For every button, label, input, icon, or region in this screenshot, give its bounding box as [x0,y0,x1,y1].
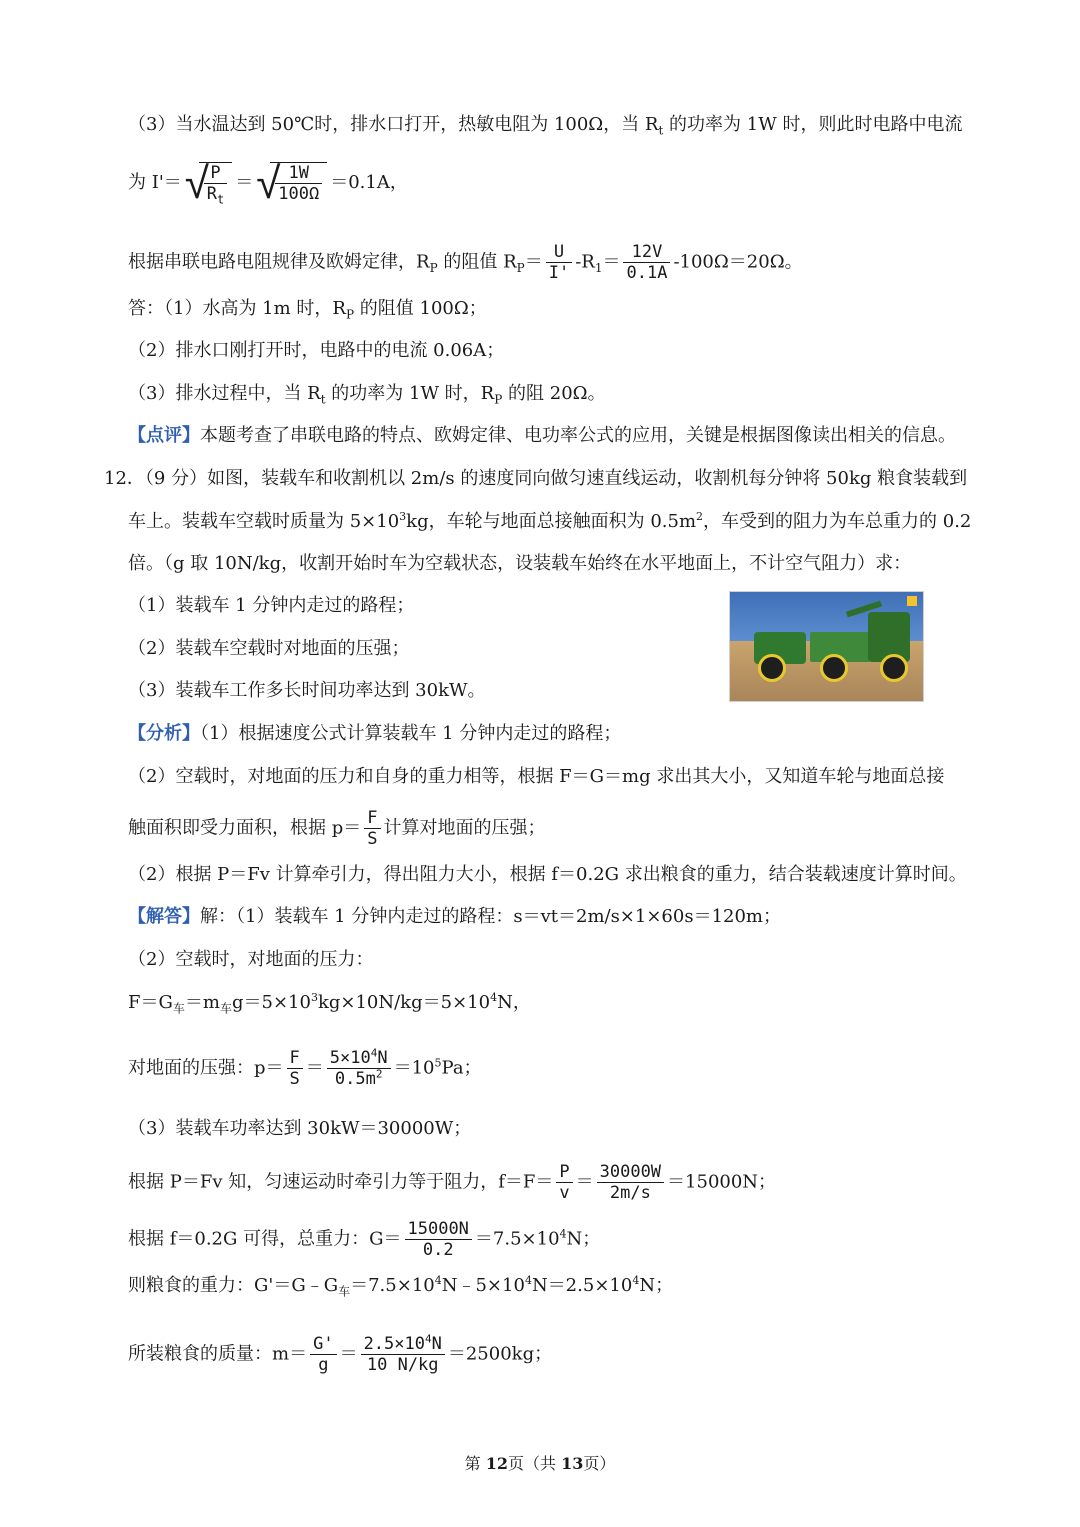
superscript: 5 [434,1056,442,1070]
text: ，车受到的阻力为车总重力的 0.2 [703,511,972,532]
text: Pa； [441,1057,482,1079]
text: N﹣5×10 [441,1275,525,1296]
question-12-sub-2: （2）装载车空载时对地面的压强； [128,638,410,659]
question-12-sub-1: （1）装载车 1 分钟内走过的路程； [128,595,415,616]
subscript: t [320,392,326,407]
text: ＝ [524,251,543,273]
text: 根据串联电路电阻规律及欧姆定律，R [128,251,430,273]
numerator: 15000N [407,1219,469,1239]
fraction [275,163,322,204]
numerator: G' [313,1334,334,1354]
analysis-line-2: （2）空载时，对地面的压力和自身的重力相等，根据 F＝G＝mg 求出其大小，又知道车轮与地面总接 [128,766,945,787]
question-12-line-1: 12．（9 分）如图，装载车和收割机以 2m/s 的速度同向做匀速直线运动，收割机每分钟将 50kg 粮食装载到 [104,468,968,489]
fraction [327,1048,391,1089]
text: 根据 f＝0.2G 可得，总重力：G＝ [128,1228,402,1250]
text: 0.5m [334,1069,376,1089]
text: 根据 P＝Fv 知，匀速运动时牵引力等于阻力，f＝F＝ [128,1171,554,1193]
subscript: 1 [594,261,603,276]
fraction [556,1162,572,1203]
text: ＝7.5×10 [474,1228,560,1250]
text: 的阻值 R [437,251,517,273]
denominator: 0.2 [405,1239,472,1260]
solution-tag: 【解答】 [128,906,200,927]
denominator [327,1068,391,1089]
trailer-wheel [820,654,848,682]
text: kg，车轮与地面总接触面积为 0.5m [406,511,697,532]
numerator [361,1334,445,1354]
sqrt-expression [184,158,232,209]
numerator: 12V [631,242,663,262]
superscript: 2 [375,1067,383,1081]
text: （1）根据速度公式计算装载车 1 分钟内走过的路程； [200,723,622,744]
superscript: 4 [424,1332,432,1346]
numerator: F [367,808,378,828]
text: R [206,184,218,204]
denominator: 0.1A [623,262,670,283]
denominator: 100Ω [275,183,322,204]
denominator: v [556,1182,572,1203]
subscript: P [429,261,438,276]
numerator: 30000W [599,1162,662,1182]
text: N [431,1334,442,1354]
solution-line-3 [128,990,531,1016]
text: 解：（1）装载车 1 分钟内走过的路程：s＝vt＝2m/s×1×60s＝120m； [200,906,781,927]
denominator: S [364,828,380,849]
subscript: 车 [338,1284,351,1299]
fraction [597,1162,664,1203]
analysis-line-4: （2）根据 P＝Fv 计算牵引力，得出阻力大小，根据 f＝0.2G 求出粮食的重力，结合装载速度计算时间。 [128,864,967,885]
current-formula: 为 I'＝ √ $\frac{P}{R_t}$ ＝ √ $\frac{1W}{100\Omega}$ ＝0.1A， [128,158,408,209]
subscript: t [217,192,225,207]
superscript: 4 [524,1274,532,1287]
text: （3）排水过程中，当 R [128,383,321,404]
question-12-line-2 [128,509,971,535]
question-12-line-3: 倍。（g 取 10N/kg，收割开始时车为空载状态，设装载车始终在水平地面上，不计空气阻力）求： [128,553,912,574]
subscript: P [494,392,503,407]
radical-sign: √ [184,158,209,209]
superscript: 2 [696,510,704,523]
text: kg×10N/kg＝5×10 [317,992,491,1013]
text: ＝15000N； [667,1171,777,1193]
superscript: 4 [559,1227,567,1241]
subscript: t [658,123,664,138]
solution-line-4: （3）装载车功率达到 30kW＝30000W； [128,1118,472,1139]
question-12-sub-3: （3）装载车工作多长时间功率达到 30kW。 [128,680,486,701]
text: 页（共 [507,1454,562,1473]
gravity-formula [128,1219,600,1260]
subscript: 车 [219,1001,232,1016]
text: -100Ω＝20Ω。 [673,251,803,273]
text: 第 [464,1454,486,1473]
numerator: P [210,163,221,183]
numerator: P [559,1162,570,1182]
radical-sign: √ [256,158,281,209]
answer-line-1 [128,296,487,322]
pressure-formula: 对地面的压强：p＝ $\frac{F}{S}$ ＝ $\frac{5\times 10^4N}{0.5m^2}$ $=10^5Pa$； [128,1046,482,1089]
text: 车上。装载车空载时质量为 5×10 [128,511,400,532]
harvester-wheel [880,654,908,682]
superscript: 3 [310,991,318,1004]
text: F＝G [128,992,173,1013]
text: ＝7.5×10 [350,1275,435,1296]
text: 2.5×10 [363,1334,425,1354]
fraction [405,1219,472,1260]
numerator: U [553,242,565,262]
answer-line-3 [128,381,606,407]
tractor-wheel [758,654,786,682]
superscript: 4 [370,1046,378,1060]
text: ＝10 [393,1057,435,1079]
answer-line-2: （2）排水口刚打开时，电路中的电流 0.06A； [128,340,505,361]
sqrt-expression [256,158,327,209]
text: 所装粮食的质量：m＝ [128,1343,308,1365]
superscript: 4 [632,1274,640,1287]
superscript: 4 [490,991,498,1004]
text: N； [639,1275,674,1296]
denominator: I' [546,262,572,283]
text: 为 I'＝ [128,172,182,193]
text: 答：（1）水高为 1m 时，R [128,298,346,319]
analysis-line-3 [128,808,546,849]
text: （3）当水温达到 50℃时，排水口打开，热敏电阻为 100Ω，当 R [128,114,659,135]
text: -R [575,251,595,273]
text: N， [497,992,531,1013]
denominator: 2m/s [597,1182,664,1203]
comment-tag: 【点评】 [128,425,200,446]
text: 的功率为 1W 时，R [325,383,495,404]
text: 5×10 [329,1048,371,1068]
page-footer [0,1452,1080,1476]
text: 计算对地面的压强； [383,817,546,839]
fraction [361,1334,445,1375]
text: N； [566,1228,601,1250]
superscript: 3 [399,510,407,523]
text: 对地面的压强：p＝ [128,1057,284,1079]
superscript: 4 [434,1274,442,1287]
rp-formula: 根据串联电路电阻规律及欧姆定律，$R_P$ 的阻值 $R_P=$ $\frac{U}{I'}$ $-R_1=$ $\frac{12V}{0.1A}$ -100Ω＝20Ω。 [128,242,803,283]
fraction [287,1048,303,1089]
solution-line-2: （2）空载时，对地面的压力： [128,949,374,970]
analysis-tag: 【分析】 [128,723,200,744]
denominator: g [310,1354,336,1375]
text: 的功率为 1W 时，则此时电路中电流 [663,114,963,135]
denominator: 10 N/kg [361,1354,445,1375]
numerator: F [289,1048,300,1068]
force-formula: 根据 P＝Fv 知，匀速运动时牵引力等于阻力，f＝F＝ $\frac{P}{v}$ ＝ $\frac{30000W}{2m/s}$ ＝15000N； [128,1162,777,1203]
fraction [364,808,380,849]
subscript: P [345,307,355,322]
grain-gravity-line [128,1273,673,1299]
fraction [623,242,670,283]
text: 的阻 20Ω。 [502,383,606,404]
text: ＝2500kg； [447,1343,553,1365]
text: 触面积即受力面积，根据 p＝ [128,817,362,839]
comment-line [128,423,956,449]
numerator [327,1048,391,1068]
solution-line-1 [128,904,781,930]
subscript: 车 [172,1001,185,1016]
mass-formula: 所装粮食的质量：m＝ $\frac{G'}{g}$ ＝ $\frac{2.5\times 10^4N}{10 N/kg}$ ＝2500kg； [128,1332,553,1375]
fraction [546,242,572,283]
analysis-line-1 [128,721,621,747]
numerator: 1W [288,163,309,183]
text: N [377,1048,388,1068]
harvester-photo [729,591,924,702]
page-number: 12 [485,1454,508,1473]
text: 则粮食的重力：G'＝G﹣G [128,1275,339,1296]
subscript: P [516,261,525,276]
text: 本题考查了串联电路的特点、欧姆定律、电功率公式的应用，关键是根据图像读出相关的信息。 [200,425,956,446]
text: N＝2.5×10 [531,1275,633,1296]
text: ＝0.1A， [330,172,408,193]
fraction [310,1334,336,1375]
part3-text [128,112,962,138]
total-pages: 13 [561,1454,584,1473]
text: ＝m [184,992,220,1013]
denominator: S [287,1068,303,1089]
text: 的阻值 100Ω； [354,298,487,319]
badge-icon [907,596,917,606]
text: g＝5×10 [231,992,311,1013]
text: 页） [583,1454,616,1473]
